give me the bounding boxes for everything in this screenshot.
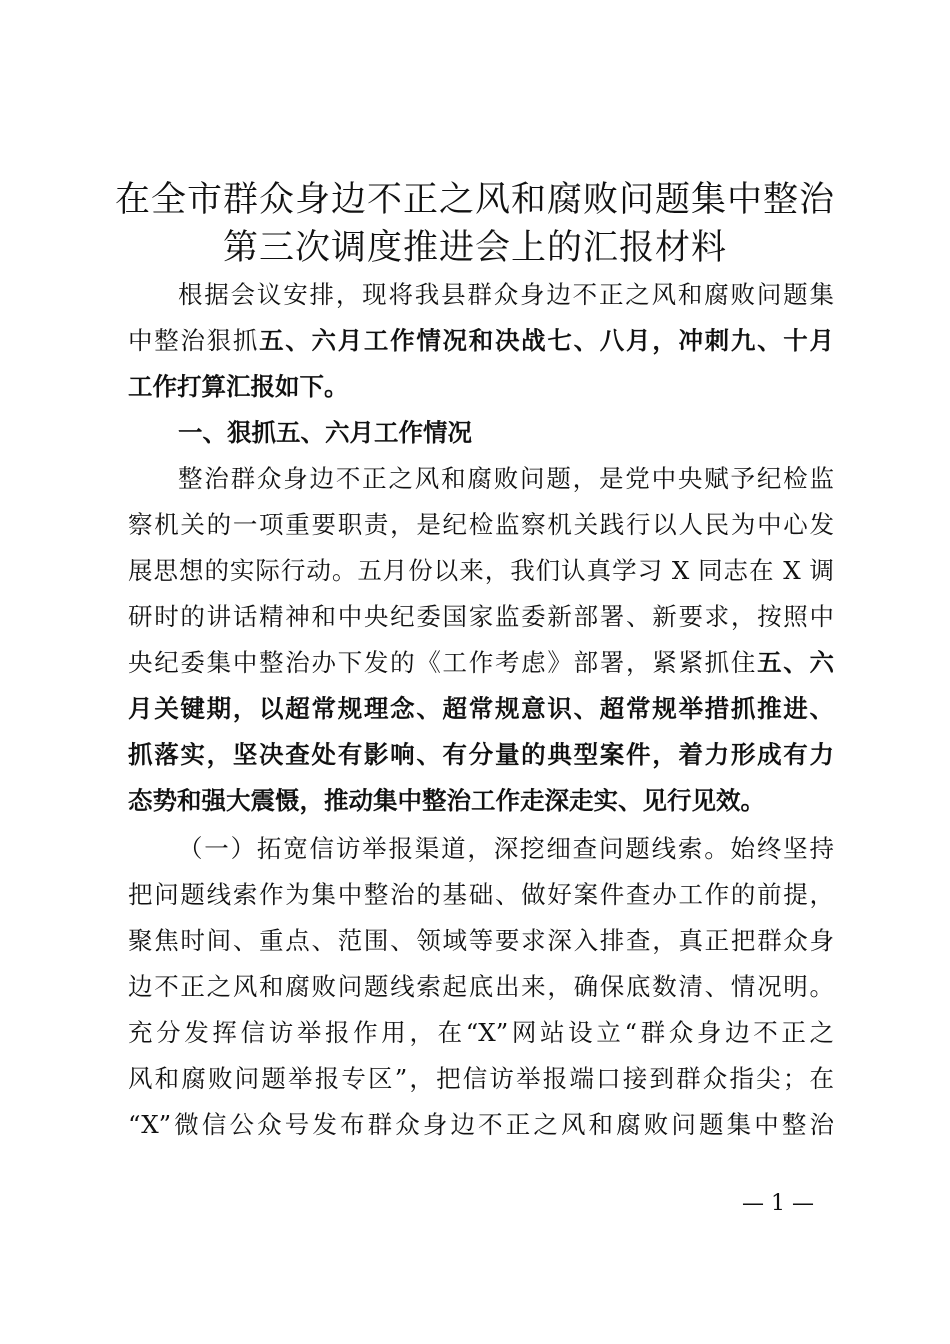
section-1-line-3: 展思想的实际行动。五月份以来，我们认真学习 X 同志在 X 调 <box>128 556 834 585</box>
subsection-1-line-5: 充分发挥信访举报作用，在“X”网站设立“群众身边不正之 <box>128 1018 834 1047</box>
section-1-heading: 一、狠抓五、六月工作情况 <box>178 418 472 447</box>
page-number: — 1 — <box>742 1191 814 1216</box>
section-1-line-7: 抓落实，坚决查处有影响、有分量的典型案件，着力形成有力 <box>128 740 834 769</box>
subsection-1-line-1: （一）拓宽信访举报渠道，深挖细查问题线索。始终坚持 <box>178 834 834 863</box>
subsection-1-line-7: “X”微信公众号发布群众身边不正之风和腐败问题集中整治 <box>128 1110 834 1139</box>
subsection-1-line-4: 边不正之风和腐败问题线索起底出来，确保底数清、情况明。 <box>128 972 834 1001</box>
intro-line-3: 工作打算汇报如下。 <box>128 372 349 401</box>
intro-line-1: 根据会议安排，现将我县群众身边不正之风和腐败问题集 <box>178 280 834 309</box>
section-1-line-5 <box>128 640 834 686</box>
document-title-line-2: 第三次调度推进会上的汇报材料 <box>222 228 727 268</box>
section-1-line-4: 研时的讲话精神和中央纪委国家监委新部署、新要求，按照中 <box>128 602 834 631</box>
section-1-line-6: 月关键期，以超常规理念、超常规意识、超常规举措抓推进、 <box>128 694 834 723</box>
intro-line-2-bold: 五、六月工作情况和决战七、八月，冲刺九、十月 <box>259 326 834 355</box>
intro-line-2-normal: 中整治狠抓 <box>128 326 260 355</box>
subsection-1-line-6: 风和腐败问题举报专区”，把信访举报端口接到群众指尖；在 <box>128 1064 834 1093</box>
subsection-1-line-2: 把问题线索作为集中整治的基础、做好案件查办工作的前提， <box>128 880 834 909</box>
section-1-line-5-bold: 五、六 <box>757 648 834 677</box>
section-1-line-8: 态势和强大震慑，推动集中整治工作走深走实、见行见效。 <box>128 786 765 815</box>
subsection-1-line-3: 聚焦时间、重点、范围、领域等要求深入排查，真正把群众身 <box>128 926 834 955</box>
section-1-line-2: 察机关的一项重要职责，是纪检监察机关践行以人民为中心发 <box>128 510 834 539</box>
document-title-line-1: 在全市群众身边不正之风和腐败问题集中整治 <box>114 180 835 220</box>
section-1-line-1: 整治群众身边不正之风和腐败问题，是党中央赋予纪检监 <box>178 464 834 493</box>
intro-line-2 <box>128 318 834 364</box>
section-1-line-5-normal: 央纪委集中整治办下发的《工作考虑》部署，紧紧抓住 <box>128 648 758 677</box>
